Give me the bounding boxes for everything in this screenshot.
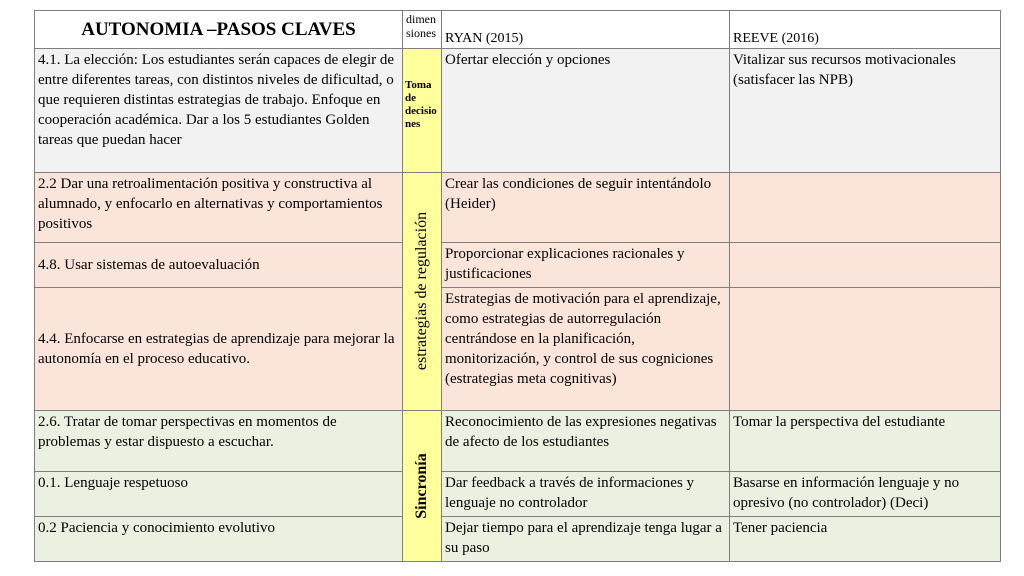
dimension-regulacion-label: estrategias de regulación	[413, 212, 430, 371]
table-row	[35, 243, 1001, 288]
reeve-cell	[730, 288, 1001, 410]
step-cell: 2.2 Dar una retroalimentación positiva y constructiva al alumnado, y enfocarlo en alternativas y comportamientos positivos	[35, 173, 403, 243]
table-row	[35, 471, 1001, 516]
step-cell: 4.8. Usar sistemas de autoevaluación	[35, 243, 403, 288]
reeve-cell: Vitalizar sus recursos motivacionales (satisfacer las NPB)	[730, 49, 1001, 173]
ryan-cell: Ofertar elección y opciones	[442, 49, 730, 173]
table-title: AUTONOMIA –PASOS CLAVES	[35, 11, 403, 49]
step-cell: 0.2 Paciencia y conocimiento evolutivo	[35, 516, 403, 561]
table-row	[35, 410, 1001, 471]
ryan-cell: Dejar tiempo para el aprendizaje tenga lugar a su paso	[442, 516, 730, 561]
dimensions-header: dimen siones	[403, 11, 442, 49]
ryan-cell: Dar feedback a través de informaciones y lenguaje no controlador	[442, 471, 730, 516]
step-cell: 4.4. Enfocarse en estrategias de aprendizaje para mejorar la autonomía en el proceso educativo.	[35, 288, 403, 410]
ryan-cell: Reconocimiento de las expresiones negativas de afecto de los estudiantes	[442, 410, 730, 471]
ryan-cell: Proporcionar explicaciones racionales y justificaciones	[442, 243, 730, 288]
reeve-header: REEVE (2016)	[730, 11, 1001, 49]
step-cell: 4.1. La elección: Los estudiantes serán capaces de elegir de entre diferentes tareas, con distintos niveles de dificultad, o que requieren distintas estrategias de trabajo. Enfoque en cooperación académica. Dar a los 5 estudiantes Golden tareas que puedan hacer	[35, 49, 403, 173]
ryan-cell: Crear las condiciones de seguir intentándolo (Heider)	[442, 173, 730, 243]
dimension-sincronia-label: Sincronía	[413, 453, 430, 519]
reeve-cell	[730, 243, 1001, 288]
autonomy-table	[34, 10, 1001, 562]
table-row	[35, 288, 1001, 410]
table-row	[35, 516, 1001, 561]
step-cell: 0.1. Lenguaje respetuoso	[35, 471, 403, 516]
reeve-cell: Tener paciencia	[730, 516, 1001, 561]
table-row	[35, 173, 1001, 243]
dimension-toma-decisiones: Toma de decisio nes	[403, 49, 442, 173]
dimension-sincronia	[403, 410, 442, 561]
step-cell: 2.6. Tratar de tomar perspectivas en momentos de problemas y estar dispuesto a escuchar.	[35, 410, 403, 471]
ryan-cell: Estrategias de motivación para el aprendizaje, como estrategias de autorregulación centrándose en la planificación, monitorización, y control de sus cogniciones (estrategias meta cognitivas)	[442, 288, 730, 410]
table-row	[35, 49, 1001, 173]
reeve-cell: Basarse en información lenguaje y no opresivo (no controlador) (Deci)	[730, 471, 1001, 516]
reeve-cell	[730, 173, 1001, 243]
dimension-regulacion	[403, 173, 442, 410]
header-row	[35, 11, 1001, 49]
reeve-cell: Tomar la perspectiva del estudiante	[730, 410, 1001, 471]
ryan-header: RYAN (2015)	[442, 11, 730, 49]
